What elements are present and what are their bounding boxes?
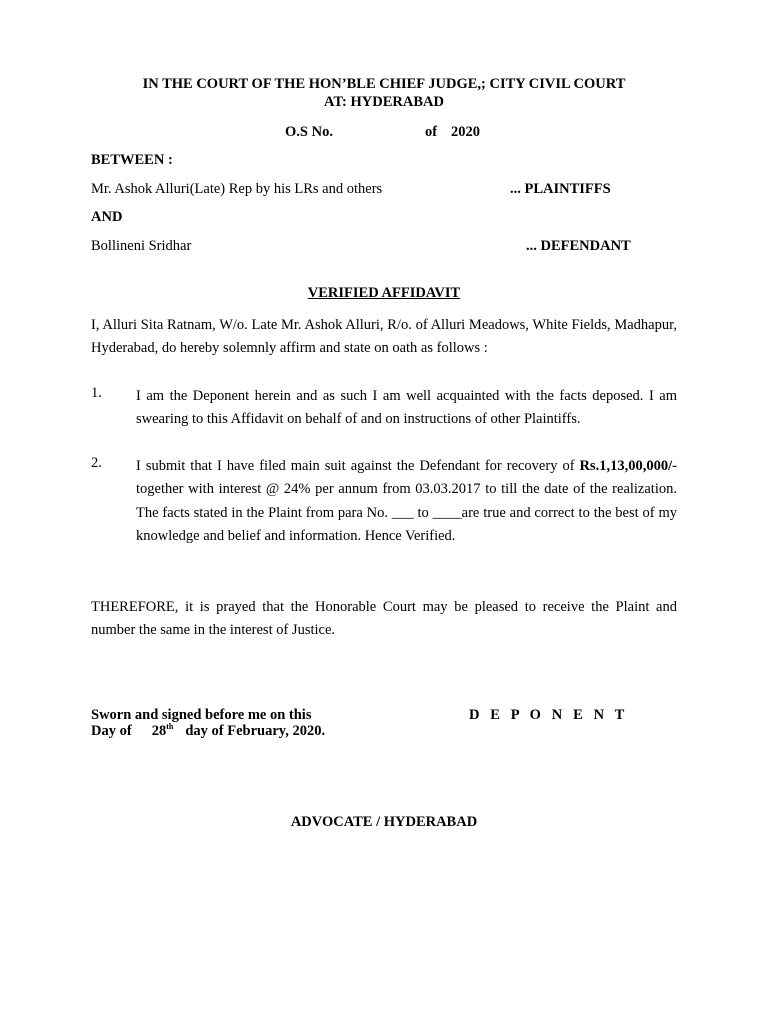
item-2-text-before: I submit that I have filed main suit against the Defendant for recovery of (136, 458, 580, 474)
court-heading (0, 75, 768, 111)
item-2-text-after: together with interest @ 24% per annum from 03.03.2017 to till the date of the realization. The facts stated in the Plaint from para No. ___ to ____are true and correct to the best of my knowledge and belief and information. Hence Verified. (136, 481, 677, 545)
sworn-day-suffix: th (166, 722, 174, 732)
intro-paragraph: I, Alluri Sita Ratnam, W/o. Late Mr. Ashok Alluri, R/o. of Alluri Meadows, White Fields, Madhapur, Hyderabad, do hereby solemnly affirm and state on oath as follows : (91, 317, 677, 357)
item-1-text: I am the Deponent herein and as such I am well acquainted with the facts deposed. I am swearing to this Affidavit on behalf of and on instructions of other Plaintiffs. (136, 388, 677, 428)
defendant-name: Bollineni Sridhar (91, 238, 192, 254)
court-heading-line2: AT: HYDERABAD (324, 94, 444, 110)
sworn-line1: Sworn and signed before me on this (91, 707, 312, 723)
sworn-block (91, 707, 325, 739)
and-label: AND (91, 209, 123, 225)
court-heading-line1: IN THE COURT OF THE HON’BLE CHIEF JUDGE,; CITY CIVIL COURT (142, 76, 626, 92)
case-year: 2020 (451, 124, 480, 140)
prayer-paragraph: THEREFORE, it is prayed that the Honorable Court may be pleased to receive the Plaint and number the same in the interest of Justice. (91, 599, 677, 639)
sworn-date-rest: day of February, 2020. (185, 723, 326, 739)
deponent-label: D E P O N E N T (469, 707, 628, 723)
sworn-day-number: 28 (151, 723, 167, 739)
plaintiff-name: Mr. Ashok Alluri(Late) Rep by his LRs and others (91, 181, 383, 197)
case-number-label: O.S No. (285, 124, 333, 140)
document-title (0, 285, 768, 302)
item-2-amount: Rs.1,13,00,000/- (579, 458, 677, 474)
between-label: BETWEEN : (91, 152, 173, 168)
item-2-number: 2. (91, 455, 102, 471)
plaintiff-role: ... PLAINTIFFS (510, 181, 611, 197)
sworn-line2 (91, 723, 325, 739)
advocate-label: ADVOCATE / HYDERABAD (290, 814, 478, 830)
case-of-label: of (425, 124, 438, 140)
defendant-role: ... DEFENDANT (526, 238, 631, 254)
document-title-text: VERIFIED AFFIDAVIT (307, 285, 461, 301)
sworn-day-of: Day of (91, 723, 132, 739)
item-1-number: 1. (91, 385, 102, 401)
item-2-text (136, 455, 677, 549)
